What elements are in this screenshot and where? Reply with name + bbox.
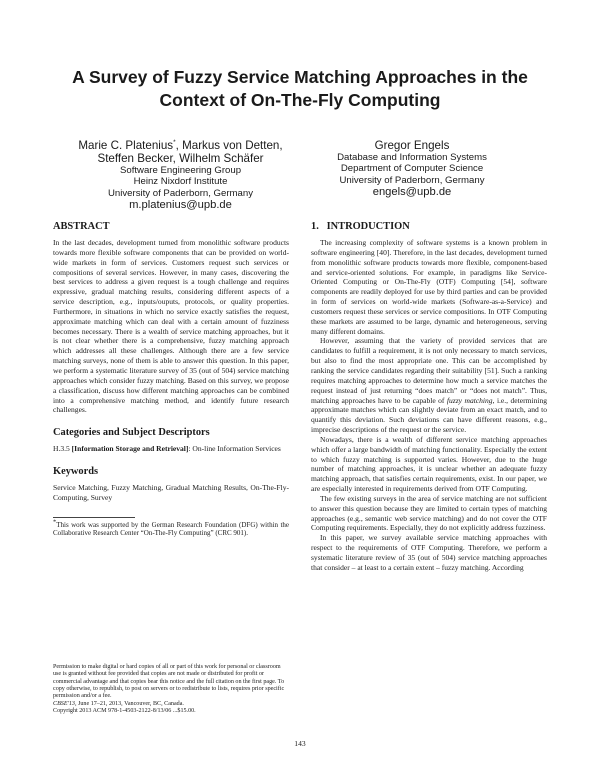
intro-paragraph-2 — [311, 336, 547, 434]
author-block-left — [68, 139, 293, 211]
footnote-mark: * — [53, 518, 57, 526]
page-number: 143 — [294, 739, 306, 748]
author-email: engels@upb.de — [372, 185, 452, 198]
author-university: University of Paderborn, Germany — [339, 174, 485, 186]
author-university: University of Paderborn, Germany — [107, 187, 254, 199]
title-line-2: Context of On-The-Fly Computing — [159, 90, 441, 110]
author-name-engels: Gregor Engels — [374, 139, 450, 152]
category-code: H.3.5 — [53, 444, 70, 454]
venue-details: June 17–21, 2013, Vancouver, BC, Canada. — [76, 700, 184, 707]
author-institute: Heinz Nixdorf Institute — [133, 176, 228, 188]
author-footnote-mark: * — [173, 139, 176, 147]
author-block-right — [292, 139, 532, 198]
venue-line — [53, 701, 289, 708]
paper-title — [40, 66, 560, 112]
intro-p2-part-a: However, assuming that the variety of provided services that are candidates to fulfill a requirement, it is not only necessary to match services, but also to find the most appropriate one. This can be accomplished by ranking the service candidates regarding their suitability [51]. Such a ranking requires matching approaches to determine how much a service matches the request instead of just returning “does match” or “does not match”. Thus, matching approaches have to be capable of — [311, 336, 547, 405]
copyright-notice — [53, 664, 289, 715]
author-group: Software Engineering Group — [119, 165, 242, 176]
categories-text — [53, 444, 289, 454]
intro-p2-emphasis: fuzzy matching — [446, 395, 493, 405]
category-rest: : On-line Information Services — [188, 444, 281, 454]
categories-heading: Categories and Subject Descriptors — [53, 427, 210, 439]
author-names-line-1 — [68, 139, 293, 152]
intro-p2-part-b: , i.e., determining approximate matches which can slightly deviate from an exact match, and to quantify this deviation. Such deviations can have different reasons, e.g., imprecise descriptions of the request or the service. — [311, 395, 547, 435]
copyright-line: Copyright 2013 ACM 978-1-4503-2122-8/13/06 ...$15.00. — [53, 708, 196, 715]
author-name-detten: , Markus von Detten, — [175, 139, 283, 152]
author-name-platenius: Marie C. Platenius — [78, 139, 174, 152]
left-column — [53, 220, 289, 538]
title-line-1: A Survey of Fuzzy Service Matching Approaches in the — [72, 67, 528, 87]
author-group: Database and Information Systems — [337, 152, 487, 163]
intro-paragraph-3: Nowadays, there is a wealth of different service matching approaches which offer a large bandwidth of matching functionality. Especially the extent to which fuzzy matching is supported varies. However, due to the huge number of matching approaches, it is unclear whether an adequate fuzzy matching approach, that satisfies certain requirements, exist. In our paper, we are especially interested in requirements derived from OTF Computing. — [311, 434, 547, 494]
author-names-line-2: Steffen Becker, Wilhelm Schäfer — [97, 152, 264, 165]
footnote-text: This work was supported by the German Research Foundation (DFG) within the Collaborative Research Center “On-The-Fly Computing” (CRC 901). — [53, 520, 289, 538]
abstract-text: In the last decades, development turned from monolithic software products towards more flexible software components that can be provided on world-wide markets in form of services. Customers request such services or compositions of several services. However, in many cases, discovering the best services to address a given request is a tough challenge and requires expressive, gradual matching results, considering different aspects of a service description, e.g., inputs/ouputs, protocols, or quality properties. Furthermore, in situations in which no service exactly satisfies the request, approximate matching which can deal with a certain amount of fuzziness becomes necessary. There is a wealth of service matching approaches, but it is not clear whether there is a comprehensive, fuzzy matching approach which addresses all these challenges. Although there are a few service matching surveys, none of them is able to answer this question. In this paper, we perform a systematic literature survey of 35 (out of 504) service matching approaches which consider fuzzy matching. Based on this survey, we propose a classification, discuss how different matching approaches can be combined into a comprehensive matching method, and identify future research challenges. — [53, 238, 289, 415]
permission-text: Permission to make digital or hard copies of all or part of this work for personal or classroom use is granted without fee provided that copies are not made or distributed for profit or commercial advantage and that copies bear this notice and the full citation on the first page. To copy otherwise, to republish, to post on servers or to redistribute to lists, requires prior specific permission and/or a fee. — [53, 664, 285, 700]
category-name: [Information Storage and Retrieval] — [71, 444, 189, 454]
author-email: m.platenius@upb.de — [129, 198, 232, 211]
introduction-heading: 1. INTRODUCTION — [311, 221, 410, 232]
author-department: Department of Computer Science — [340, 163, 484, 175]
abstract-heading: ABSTRACT — [53, 221, 110, 232]
footnote — [53, 518, 289, 538]
keywords-text: Service Matching, Fuzzy Matching, Gradual Matching Results, On-The-Fly-Computing, Survey — [53, 483, 289, 502]
right-column — [311, 220, 547, 573]
intro-paragraph-4: The few existing surveys in the area of service matching are not sufficient to answer this question because they are limited to certain types of matching approaches (e.g., semantic web service matching) and do not cover the OTF Computing requirements. Especially, they do not explicitly address fuzziness. — [311, 493, 547, 533]
venue-name: CBSE'13, — [53, 700, 77, 707]
footnote-rule — [53, 517, 135, 518]
keywords-heading: Keywords — [53, 466, 99, 478]
intro-paragraph-5: In this paper, we survey available service matching approaches with respect to the requirements of OTF Computing. Therefore, we perform a systematic literature review of 35 (out of 504) service matching approaches that consider – at least to a certain extent – fuzzy matching. According — [311, 533, 547, 572]
intro-paragraph-1: The increasing complexity of software systems is a known problem in software engineering [40]. Therefore, in the last decades, development turned from monolithic software products towards more flexible, component-based and service-oriented solutions. For example, in paradigms like Service-Oriented Computing or On-The-Fly (OTF) Computing [54], software components are readily deployed for use by third parties and can be provided in form of services on world-wide markets (Software-as-a-Service) and customers request these services or service compositions. In OTF Computing these markets are assumed to be large, dynamic and heterogeneous, serving many different domains. — [311, 238, 547, 336]
